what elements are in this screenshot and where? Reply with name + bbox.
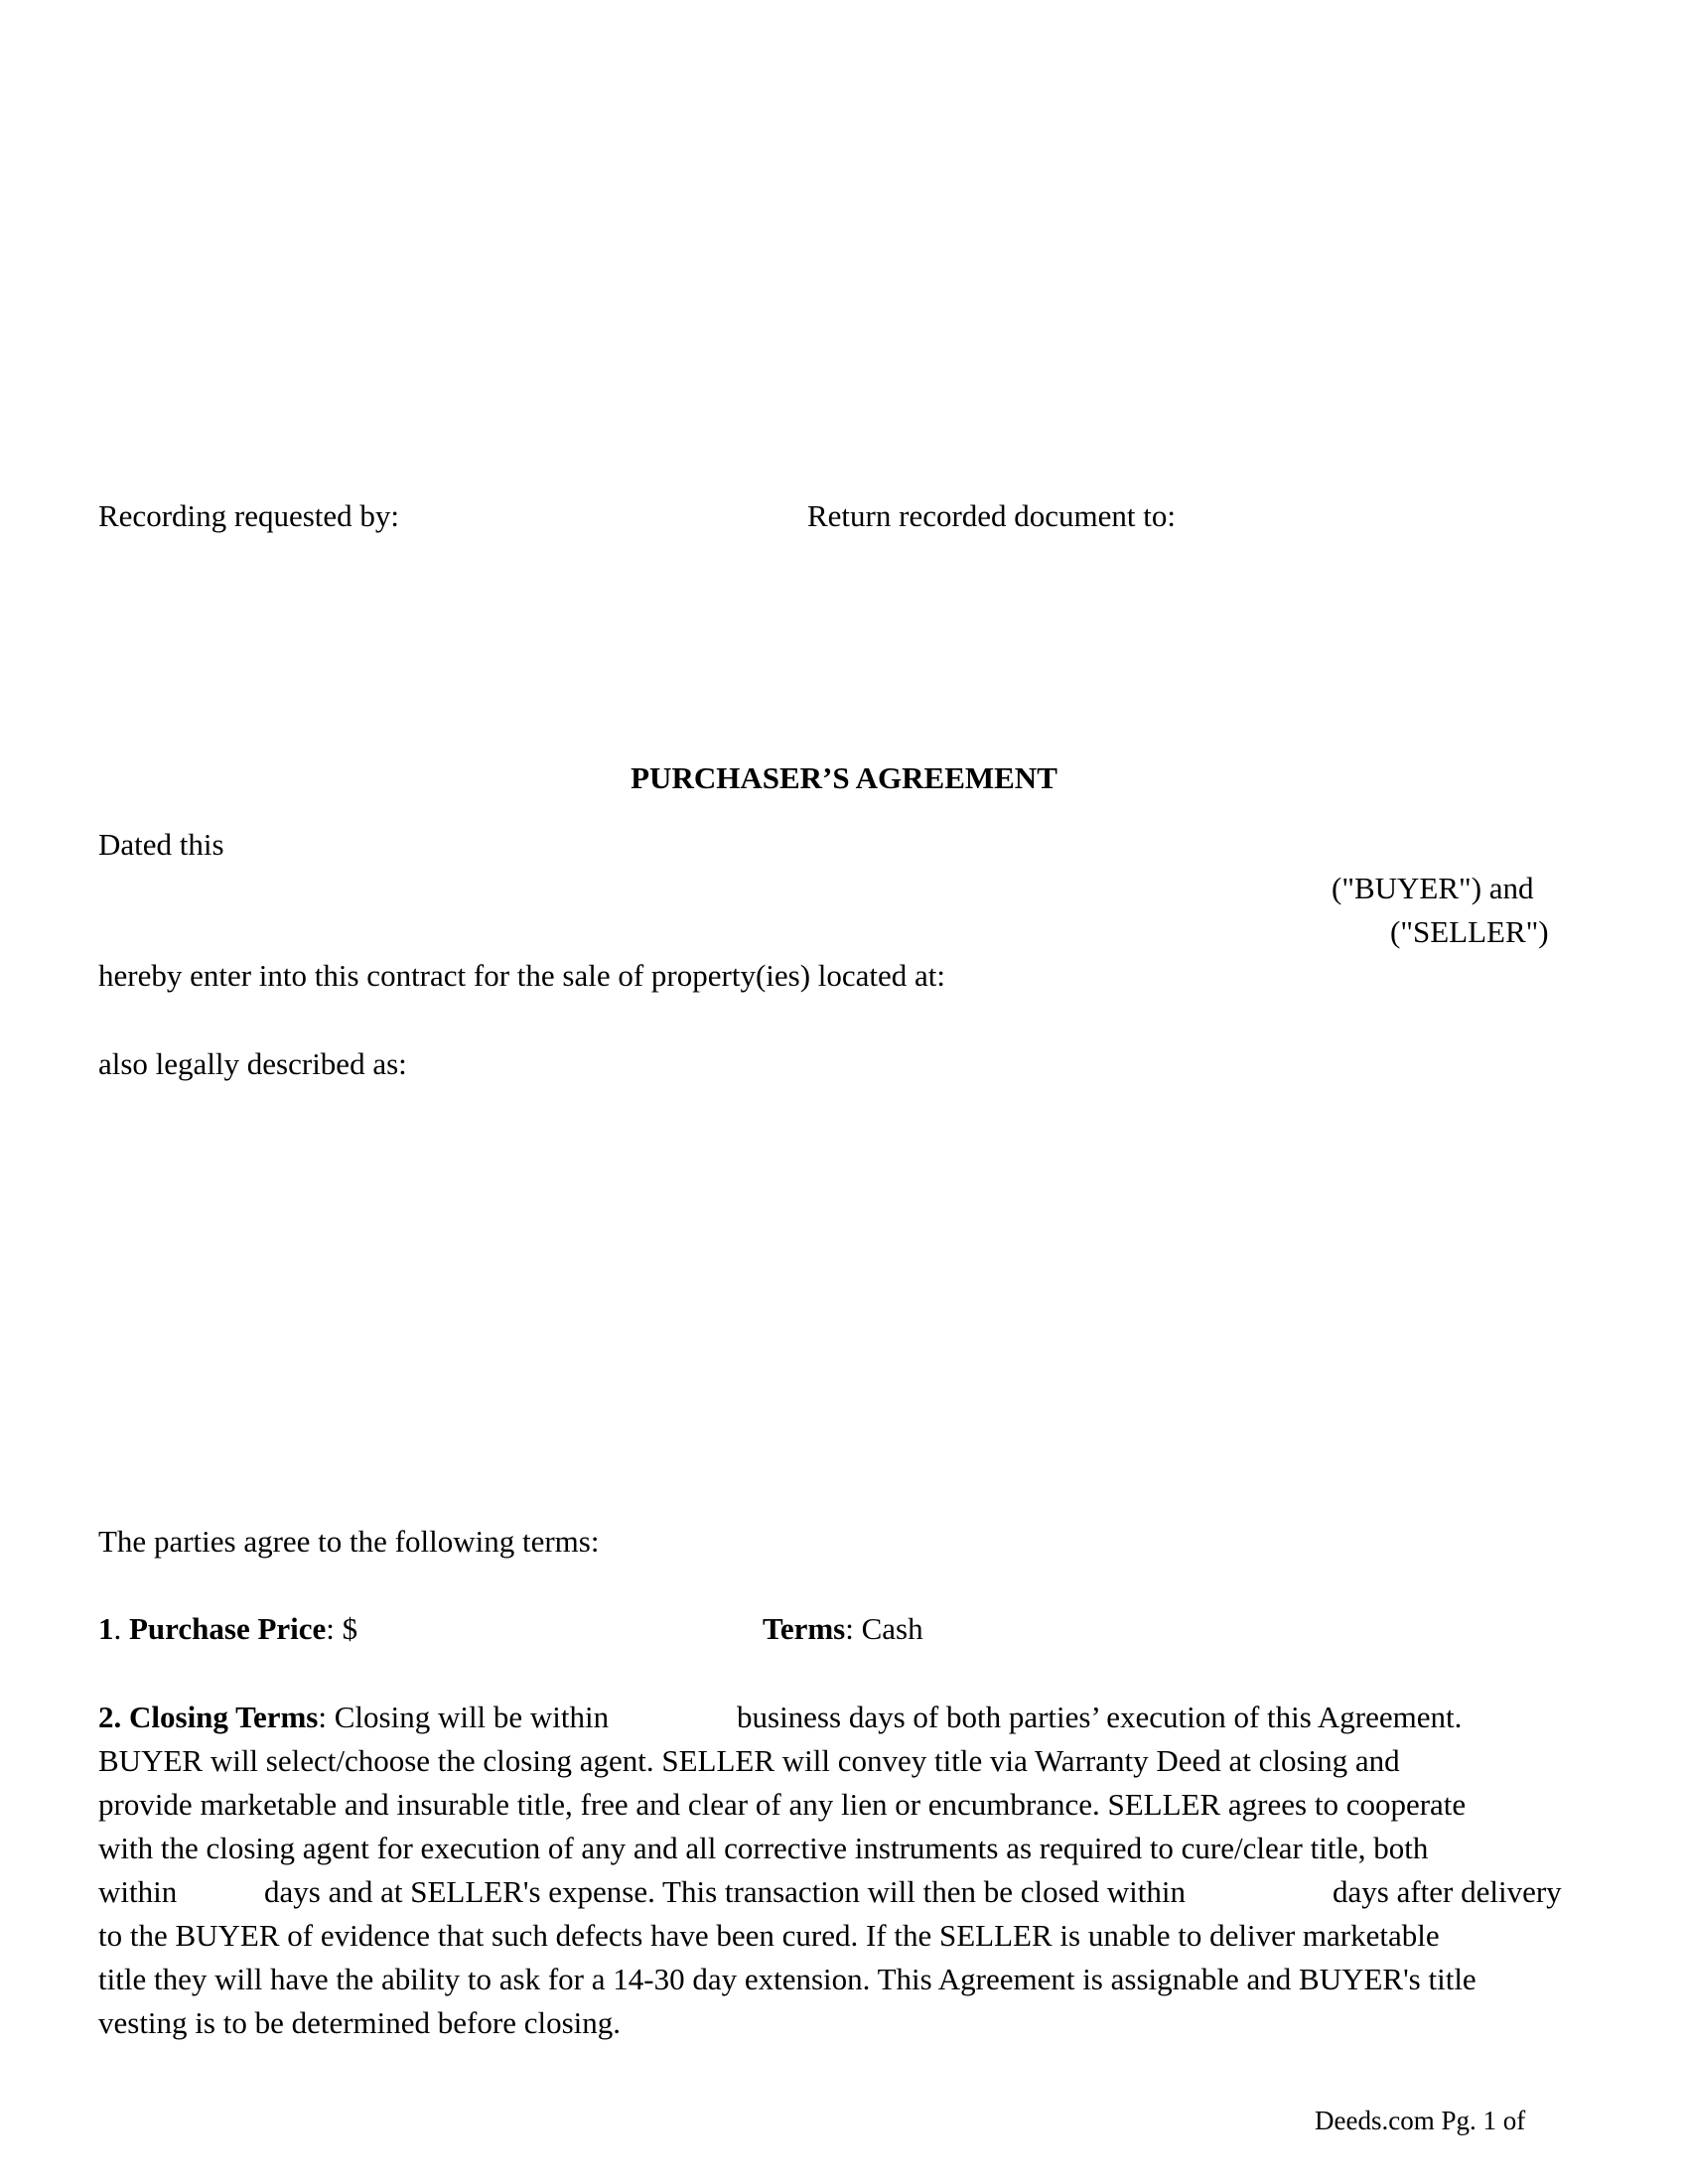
closing-terms-line-5c: days after delivery [1333,1874,1562,1909]
closing-terms-line-6: to the BUYER of evidence that such defects have been cured. If the SELLER is unable to deliver marketable [98,1918,1440,1953]
closing-terms-line-7: title they will have the ability to ask for a 14-30 day extension. This Agreement is assignable and BUYER's title [98,1962,1477,1996]
closing-terms-heading: 2. Closing Terms [98,1700,319,1734]
purchase-price-label: Purchase Price [129,1611,327,1646]
closing-terms-line-8: vesting is to be determined before closing. [98,2005,622,2040]
legal-description-label: also legally described as: [98,1046,407,1081]
terms-value: : Cash [845,1611,923,1646]
closing-terms-line-3: provide marketable and insurable title, free and clear of any lien or encumbrance. SELLER agrees to cooperate [98,1787,1467,1822]
seller-label: ("SELLER") [1390,914,1549,949]
purchase-price-suffix: : $ [326,1611,358,1646]
terms-intro: The parties agree to the following terms: [98,1524,600,1559]
buyer-label: ("BUYER") and [1332,871,1534,905]
intro-text: hereby enter into this contract for the sale of property(ies) located at: [98,958,946,993]
dated-this-label: Dated this [98,827,224,862]
page-footer: Deeds.com Pg. 1 of [1315,2106,1526,2135]
closing-terms-line-5b: days and at SELLER's expense. This transaction will then be closed within [264,1874,1186,1909]
closing-terms-line-5 [98,1870,1608,1914]
closing-terms-paragraph [98,1696,1608,2045]
item1-separator: . [113,1611,122,1646]
closing-terms-line-1b: business days of both parties’ execution of this Agreement. [737,1700,1463,1734]
closing-terms-line-2: BUYER will select/choose the closing agent. SELLER will convey title via Warranty Deed at closing and [98,1743,1400,1778]
item1-number: 1 [98,1611,114,1646]
closing-terms-line-1a: : Closing will be within [318,1700,610,1734]
page-title-text: PURCHASER’S AGREEMENT [631,760,1057,795]
closing-terms-line-5a: within [98,1874,178,1909]
recording-requested-by-label: Recording requested by: [98,498,400,533]
terms-line [763,1607,923,1651]
closing-terms-line-4: with the closing agent for execution of any and all corrective instruments as required to cure/clear title, both [98,1831,1429,1865]
terms-label: Terms [763,1611,846,1646]
closing-terms-line-1 [98,1696,1608,1739]
page-title [0,756,1688,800]
purchase-price-line [98,1607,357,1651]
return-recorded-document-label: Return recorded document to: [807,498,1177,533]
